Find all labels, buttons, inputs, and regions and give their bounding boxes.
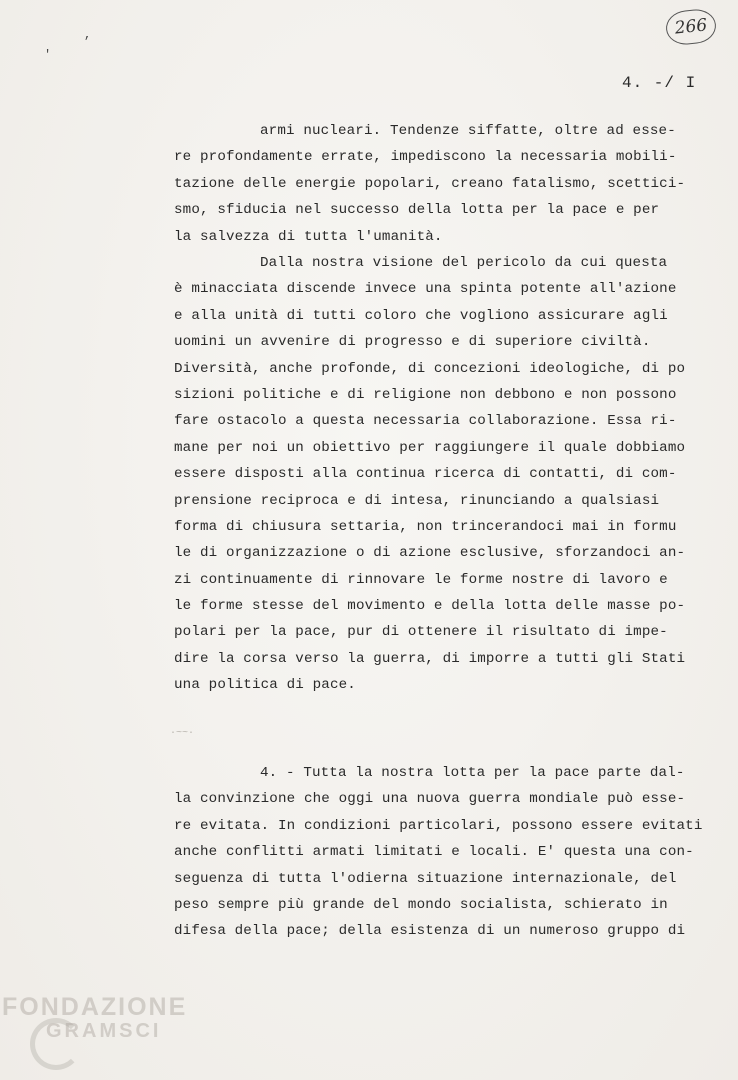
text-line: prensione reciproca e di intesa, rinunciando a qualsiasi bbox=[174, 492, 660, 509]
text-line: mane per noi un obiettivo per raggiungere il quale dobbiamo bbox=[174, 439, 686, 456]
text-line: la convinzione che oggi una nuova guerra mondiale può esse- bbox=[174, 791, 686, 808]
text-line: sizioni politiche e di religione non debbono e non possono bbox=[174, 386, 677, 403]
text-line: armi nucleari. Tendenze siffatte, oltre ad esse- bbox=[260, 123, 676, 139]
text-line: la salvezza di tutta l'umanità. bbox=[174, 228, 443, 245]
text-line: 4. - Tutta la nostra lotta per la pace parte dal- bbox=[260, 765, 685, 781]
text-line: zi continuamente di rinnovare le forme nostre di lavoro e bbox=[174, 571, 668, 588]
text-line: difesa della pace; della esistenza di un numeroso gruppo di bbox=[174, 923, 686, 940]
text-line: è minacciata discende invece una spinta potente all'azione bbox=[174, 281, 677, 298]
text-line: essere disposti alla continua ricerca di contatti, di com- bbox=[174, 466, 677, 483]
text-line: una politica di pace. bbox=[174, 677, 356, 694]
watermark bbox=[2, 995, 187, 1043]
text-line: le di organizzazione o di azione esclusive, sforzandoci an- bbox=[174, 545, 686, 562]
text-line: tazione delle energie popolari, creano fatalismo, scettici- bbox=[174, 175, 686, 192]
text-line: Dalla nostra visione del pericolo da cui questa bbox=[260, 255, 668, 271]
archive-number-stamp: 266 bbox=[664, 7, 717, 46]
text-line: dire la corsa verso la guerra, di imporre a tutti gli Stati bbox=[174, 650, 686, 667]
text-line: Diversità, anche profonde, di concezioni ideologiche, di po bbox=[174, 360, 686, 377]
text-line: uomini un avvenire di progresso e di superiore civiltà. bbox=[174, 334, 651, 351]
margin-mark: ' bbox=[44, 48, 52, 62]
text-line: smo, sfiducia nel successo della lotta per la pace e per bbox=[174, 202, 660, 219]
margin-mark: , bbox=[84, 28, 92, 42]
text-line: le forme stesse del movimento e della lotta delle masse po- bbox=[174, 598, 686, 615]
text-line: seguenza di tutta l'odierna situazione internazionale, del bbox=[174, 870, 677, 887]
text-line: re profondamente errate, impediscono la necessaria mobili- bbox=[174, 149, 677, 166]
text-line: peso sempre più grande del mondo socialista, schierato in bbox=[174, 896, 668, 913]
page-number: 4. -/ I bbox=[622, 74, 697, 92]
text-line: forma di chiusura settaria, non trincerandoci mai in formu bbox=[174, 518, 677, 535]
page-smudge: ·~~· bbox=[170, 728, 195, 739]
watermark-line: FONDAZIONE bbox=[2, 993, 188, 1021]
paragraph bbox=[174, 760, 703, 945]
paragraph bbox=[174, 118, 694, 250]
text-line: e alla unità di tutti coloro che vogliono assicurare agli bbox=[174, 307, 668, 324]
text-line: re evitata. In condizioni particolari, possono essere evitati bbox=[174, 817, 703, 834]
watermark-line: GRAMSCI bbox=[46, 1020, 162, 1042]
text-line: polari per la pace, pur di ottenere il risultato di impe- bbox=[174, 624, 668, 641]
text-line: fare ostacolo a questa necessaria collaborazione. Essa ri- bbox=[174, 413, 677, 430]
paragraph bbox=[174, 250, 694, 699]
text-line: anche conflitti armati limitati e locali. E' questa una con- bbox=[174, 844, 694, 861]
